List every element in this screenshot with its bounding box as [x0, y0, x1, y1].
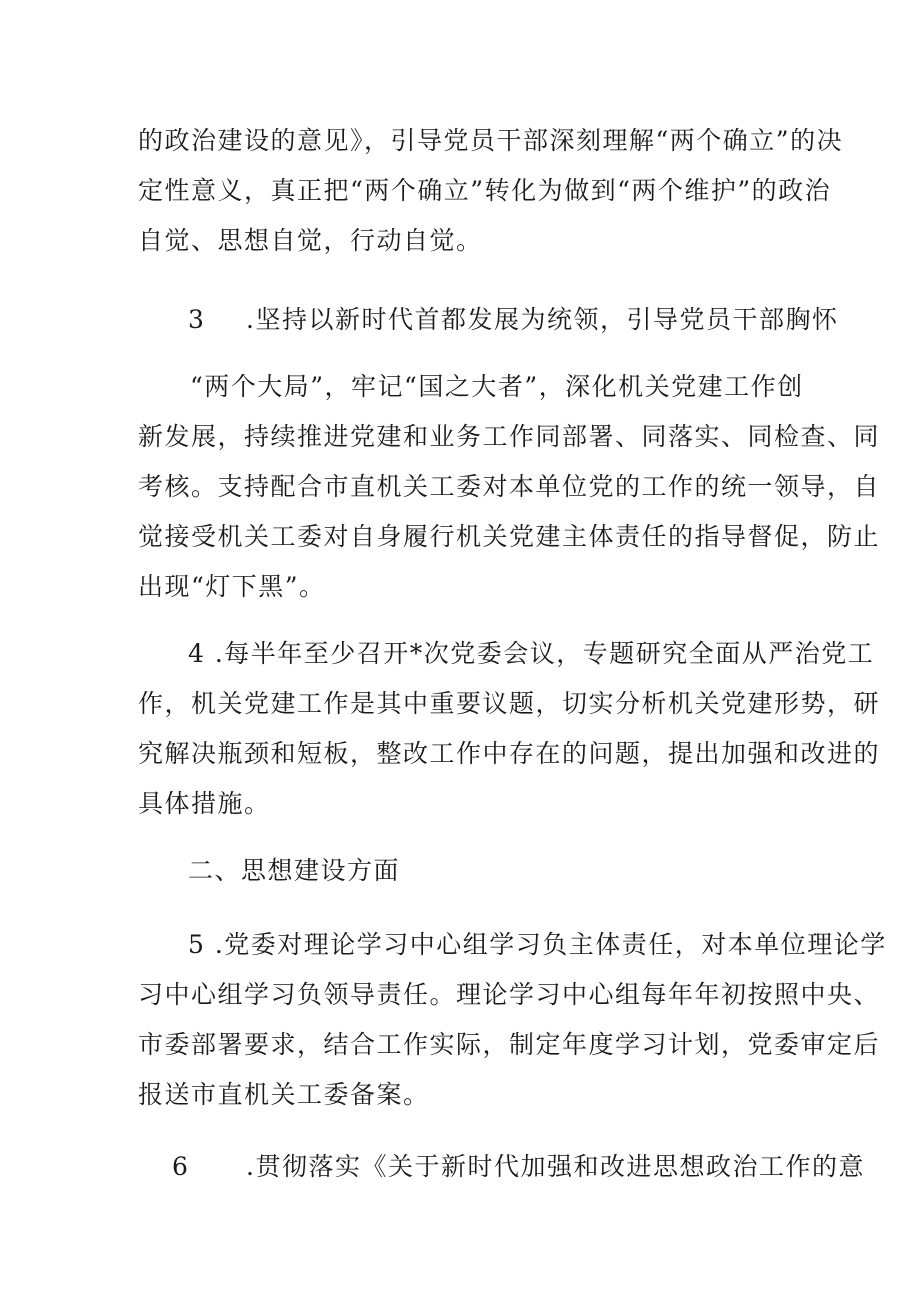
item3-line-3: 考核。支持配合市直机关工委对本单位党的工作的统一领导，自: [138, 472, 881, 501]
item5-line-2: 习中心组学习负领导责任。理论学习中心组每年年初按照中央、: [138, 980, 881, 1009]
item3-heading: .坚持以新时代首都发展为统领，引导党员干部胸怀: [246, 305, 839, 334]
item3-line-2: 新发展，持续推进党建和业务工作同部署、同落实、同检查、同: [138, 422, 881, 451]
item4-line-2: 作，机关党建工作是其中重要议题，切实分析机关党建形势，研: [138, 689, 881, 718]
item3-line-4: 觉接受机关工委对自身履行机关党建主体责任的指导督促，防止: [138, 522, 881, 551]
item5-line-3: 市委部署要求，结合工作实际，制定年度学习计划，党委审定后: [138, 1030, 881, 1059]
para1-line-3: 自觉、思想自觉，行动自觉。: [138, 226, 483, 255]
item6-heading: .贯彻落实《关于新时代加强和改进思想政治工作的意: [246, 1152, 865, 1181]
item3-line-1: “两个大局”，牢记“国之大者”，深化机关党建工作创: [190, 372, 804, 401]
item4-line-1: 4 .每半年至少召开*次党委会议，专题研究全面从严治党工: [188, 639, 875, 668]
item5-line-4: 报送市直机关工委备案。: [138, 1080, 430, 1109]
para1-line-2: 定性意义，真正把“两个确立”转化为做到“两个维护”的政治: [138, 176, 832, 205]
item3-line-5: 出现“灯下黑”。: [138, 572, 326, 601]
para1-line-1: 的政治建设的意见》，引导党员干部深刻理解“两个确立”的决: [138, 126, 844, 155]
item4-line-3: 究解决瓶颈和短板，整改工作中存在的问题，提出加强和改进的: [138, 739, 881, 768]
section2-heading: 二、思想建设方面: [188, 856, 401, 885]
item3-number: 3: [188, 305, 204, 334]
item6-number: 6: [172, 1152, 188, 1181]
item4-line-4: 具体措施。: [138, 789, 271, 818]
item5-line-1: 5 .党委对理论学习中心组学习负主体责任，对本单位理论学: [188, 930, 887, 959]
